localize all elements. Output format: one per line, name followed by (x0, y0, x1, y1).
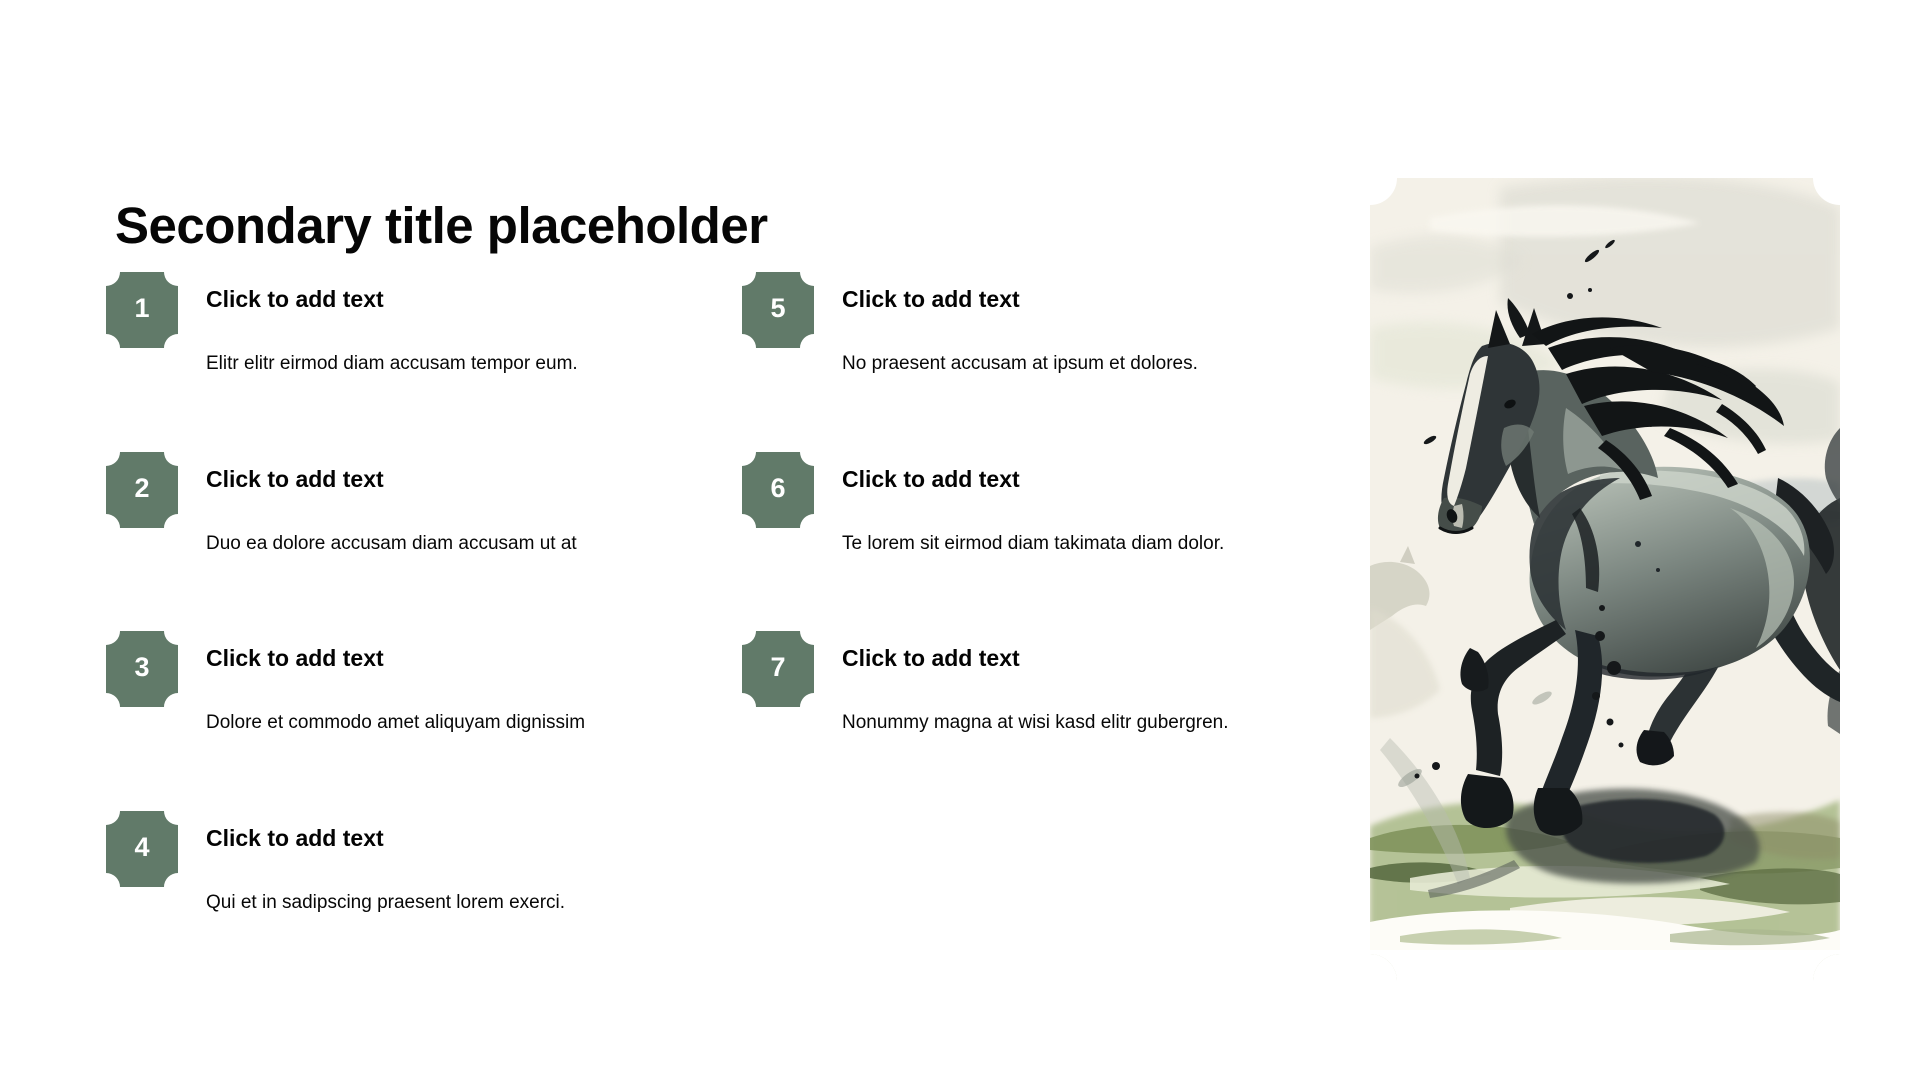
item-number-badge[interactable] (742, 272, 814, 348)
item-heading[interactable]: Click to add text (842, 466, 1020, 492)
item-number-badge[interactable] (742, 452, 814, 528)
item-body-text[interactable]: Nonummy magna at wisi kasd elitr gubergren. (842, 712, 1229, 733)
item-number: 7 (770, 652, 786, 682)
horse-illustration-svg (1370, 178, 1840, 981)
item-body-text[interactable]: Dolore et commodo amet aliquyam dignissim (206, 712, 586, 733)
item-number-badge[interactable] (106, 452, 178, 528)
item-body-text[interactable]: Elitr elitr eirmod diam accusam tempor eum. (206, 353, 578, 374)
item-heading[interactable]: Click to add text (206, 645, 384, 671)
item-number-badge[interactable] (106, 631, 178, 707)
item-number: 4 (134, 832, 150, 862)
item-number-badge[interactable] (106, 811, 178, 887)
item-heading[interactable]: Click to add text (842, 286, 1020, 312)
list-item-1 (106, 272, 666, 422)
item-number: 3 (134, 652, 150, 682)
item-body-text[interactable]: No praesent accusam at ipsum et dolores. (842, 353, 1198, 374)
item-number: 1 (134, 293, 150, 323)
list-item-5 (742, 272, 1302, 422)
horse-ink-painting (1370, 178, 1840, 981)
list-item-7 (742, 631, 1302, 781)
item-body-text[interactable]: Duo ea dolore accusam diam accusam ut at (206, 533, 577, 554)
item-heading[interactable]: Click to add text (842, 645, 1020, 671)
item-body-text[interactable]: Qui et in sadipscing praesent lorem exerci. (206, 892, 566, 913)
list-item-6 (742, 452, 1302, 602)
item-number: 6 (770, 473, 786, 503)
item-number: 5 (770, 293, 786, 323)
item-heading[interactable]: Click to add text (206, 466, 384, 492)
item-number-badge[interactable] (742, 631, 814, 707)
item-number-badge[interactable] (106, 272, 178, 348)
list-item-3 (106, 631, 666, 781)
slide-title[interactable]: Secondary title placeholder (115, 197, 768, 254)
item-number: 2 (134, 473, 150, 503)
item-heading[interactable]: Click to add text (206, 825, 384, 851)
item-heading[interactable]: Click to add text (206, 286, 384, 312)
list-item-4 (106, 811, 666, 961)
item-body-text[interactable]: Te lorem sit eirmod diam takimata diam dolor. (842, 533, 1225, 554)
list-item-2 (106, 452, 666, 602)
